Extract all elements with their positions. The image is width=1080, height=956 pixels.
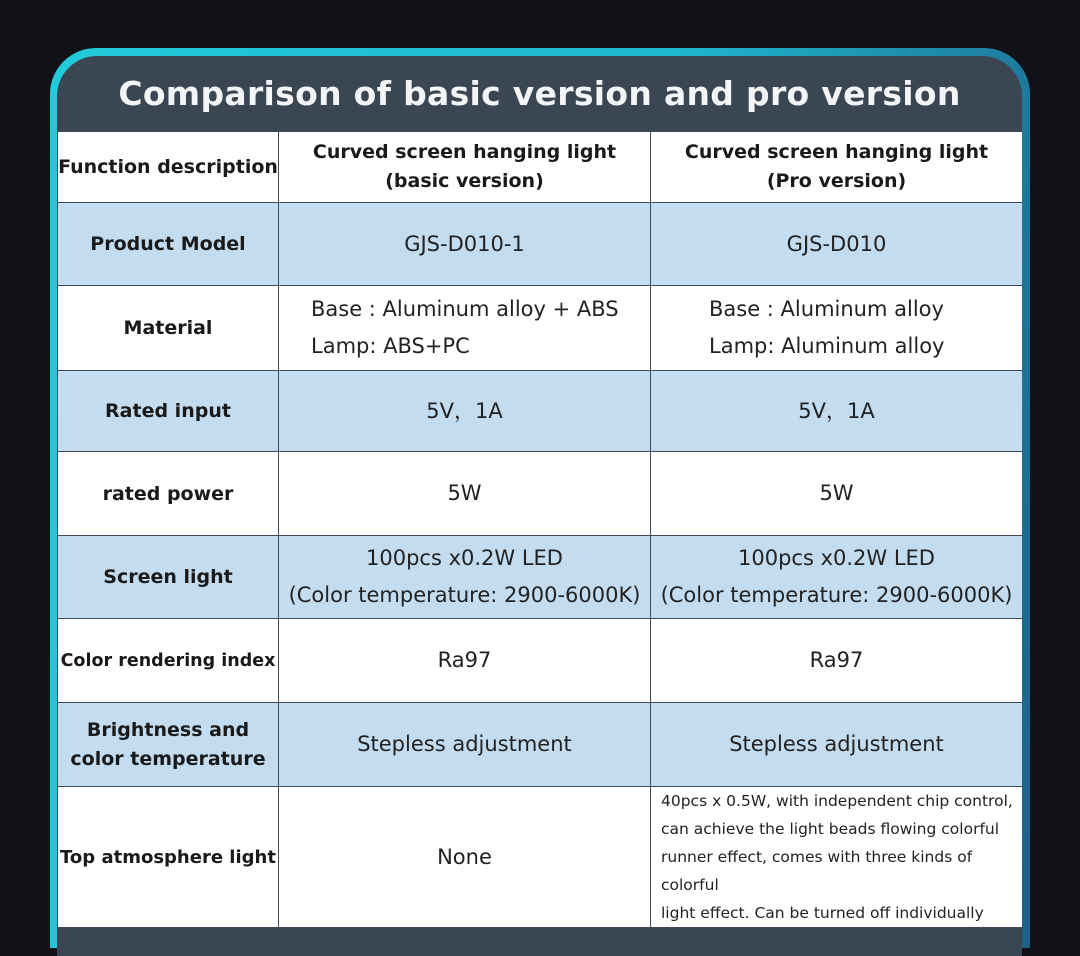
table-row [58, 703, 1023, 787]
row-label: Color rendering index [58, 619, 279, 703]
pro-value: Ra97 [651, 619, 1023, 703]
table-row [58, 286, 1023, 371]
header-basic-version: Curved screen hanging light (basic version) [279, 132, 651, 203]
pro-value: 5W [651, 452, 1023, 536]
pro-value: Stepless adjustment [651, 703, 1023, 787]
table-row [58, 371, 1023, 452]
pro-value: 40pcs x 0.5W, with independent chip control, can achieve the light beads flowing colorful runner effect, comes with three kinds of colorful light effect. Can be turned off individually [651, 787, 1023, 928]
table-row [58, 452, 1023, 536]
basic-value: Ra97 [279, 619, 651, 703]
basic-value: GJS-D010-1 [279, 203, 651, 286]
basic-value: 5V，1A [279, 371, 651, 452]
pro-value: Base : Aluminum alloy Lamp: Aluminum alloy [651, 286, 1023, 371]
row-label: Material [58, 286, 279, 371]
row-label: Product Model [58, 203, 279, 286]
header-pro-version: Curved screen hanging light (Pro version) [651, 132, 1023, 203]
header-function-description: Function description [58, 132, 279, 203]
basic-value: 100pcs x0.2W LED (Color temperature: 2900-6000K) [279, 536, 651, 619]
table-row [58, 203, 1023, 286]
table-header-row [58, 132, 1023, 203]
table-row [58, 536, 1023, 619]
basic-value: Base : Aluminum alloy + ABS Lamp: ABS+PC [279, 286, 651, 371]
row-label: Brightness and color temperature [58, 703, 279, 787]
row-label: Screen light [58, 536, 279, 619]
page-title: Comparison of basic version and pro version [118, 74, 961, 113]
pro-value: 5V，1A [651, 371, 1023, 452]
comparison-card [57, 56, 1022, 956]
pro-value: 100pcs x0.2W LED (Color temperature: 2900-6000K) [651, 536, 1023, 619]
pro-value: GJS-D010 [651, 203, 1023, 286]
basic-value: Stepless adjustment [279, 703, 651, 787]
row-label: Rated input [58, 371, 279, 452]
basic-value: 5W [279, 452, 651, 536]
table-row [58, 619, 1023, 703]
row-label: Top atmosphere light [58, 787, 279, 928]
table-row [58, 787, 1023, 928]
basic-value: None [279, 787, 651, 928]
comparison-table [57, 131, 1022, 928]
row-label: rated power [58, 452, 279, 536]
